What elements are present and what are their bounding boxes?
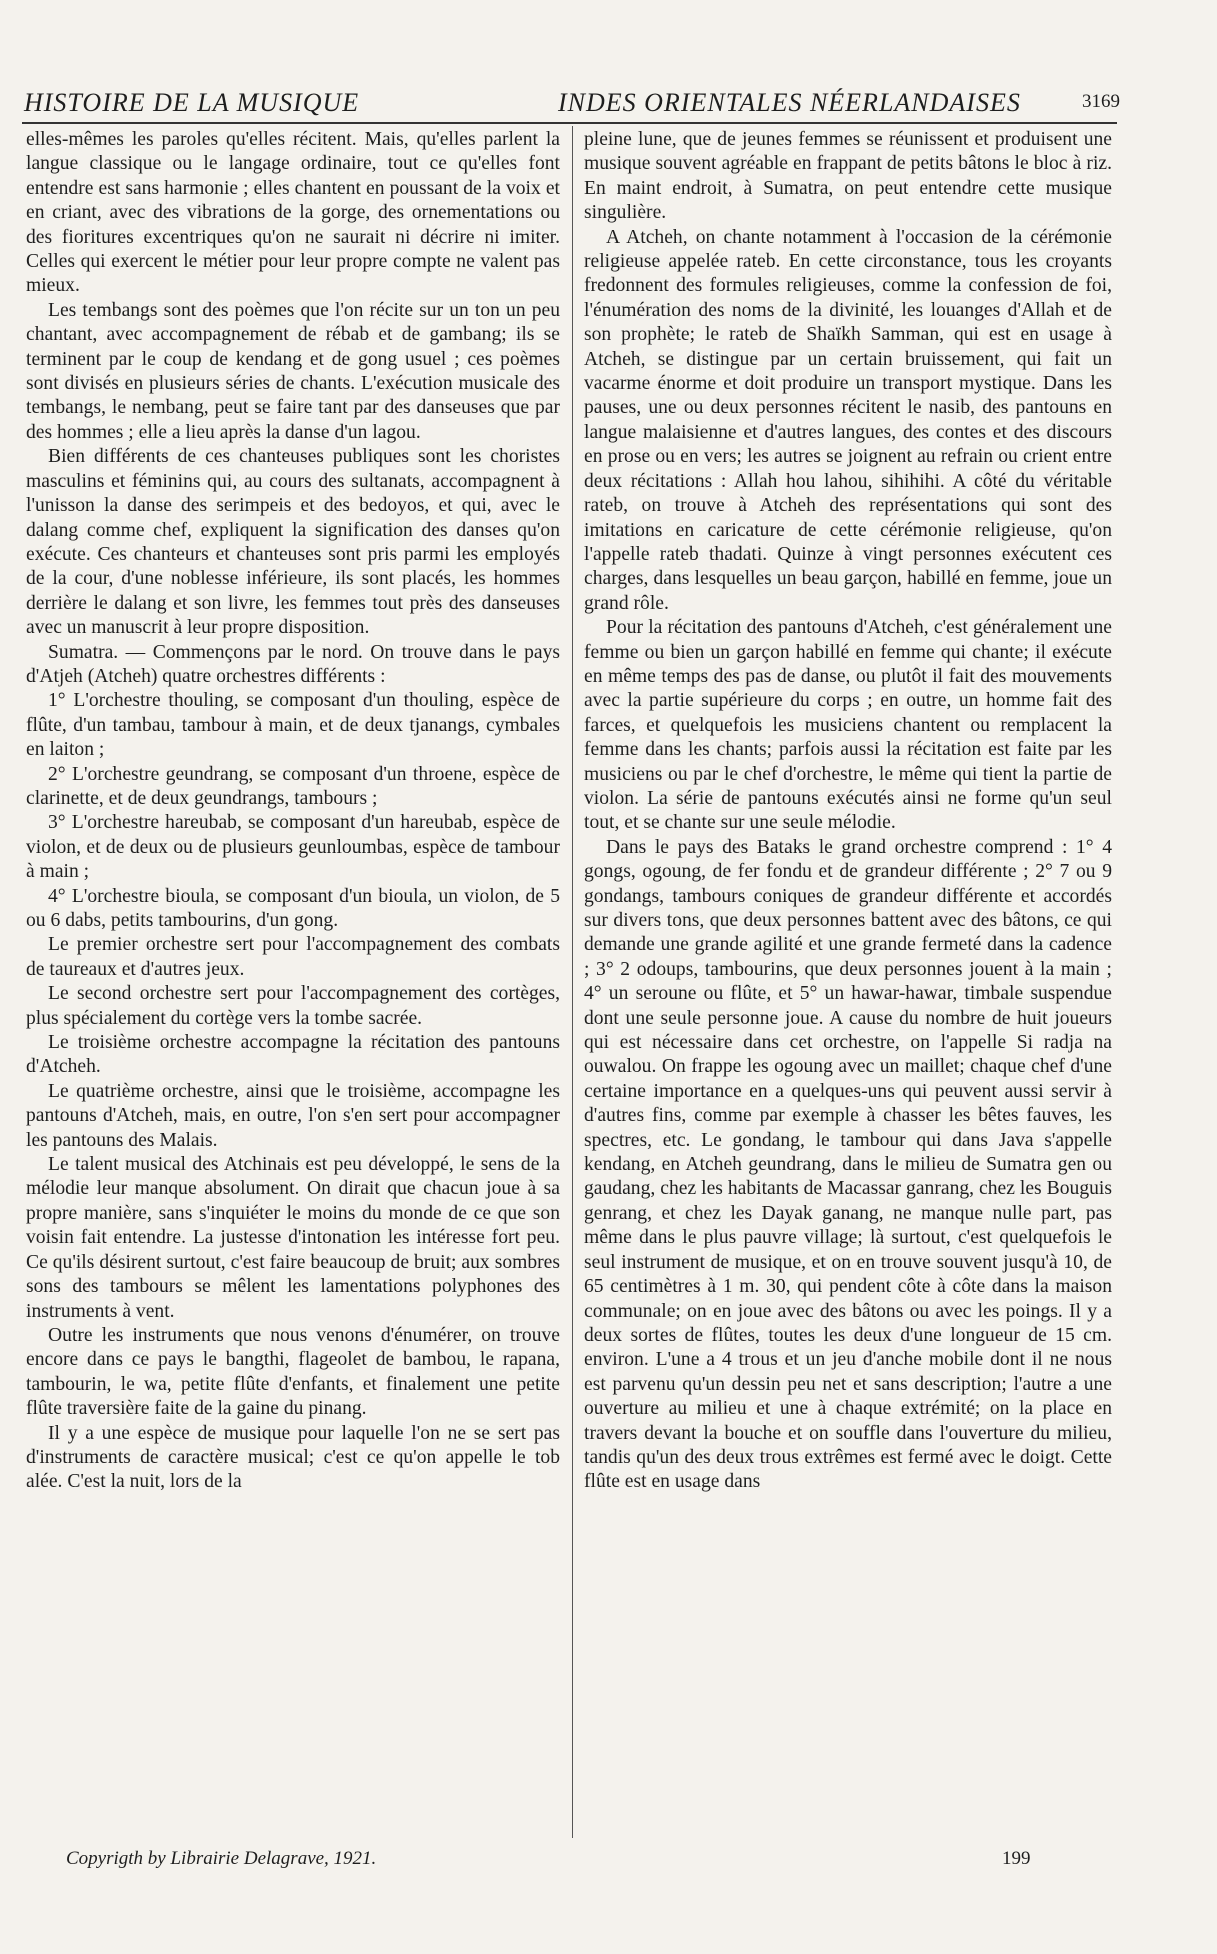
paragraph: Le troisième orchestre accompagne la récitation des pantouns d'Atcheh. bbox=[26, 1032, 560, 1078]
left-column bbox=[26, 128, 560, 1495]
header-left-title: HISTOIRE DE LA MUSIQUE bbox=[24, 88, 360, 117]
paragraph: 4° L'orchestre bioula, se composant d'un bioula, un violon, de 5 ou 6 dabs, petits tambourins, d'un gong. bbox=[26, 885, 560, 931]
paragraph: Sumatra. — Commençons par le nord. On trouve dans le pays d'Atjeh (Atcheh) quatre orchestres différents : bbox=[26, 641, 560, 687]
paragraph: Le premier orchestre sert pour l'accompagnement des combats de taureaux et d'autres jeux. bbox=[26, 934, 560, 980]
header-rule bbox=[22, 122, 1117, 124]
paragraph: 3° L'orchestre hareubab, se composant d'un hareubab, espèce de violon, et de deux ou de plusieurs geunloumbas, espèce de tambour à main ; bbox=[26, 812, 560, 883]
folio-number: 199 bbox=[1002, 1848, 1031, 1869]
right-column bbox=[584, 128, 1112, 1495]
copyright-line: Copyrigth by Librairie Delagrave, 1921. bbox=[66, 1848, 377, 1869]
paragraph: Le talent musical des Atchinais est peu développé, le sens de la mélodie leur manque absolument. On dirait que chacun joue à sa propre manière, sans s'inquiéter le moins du monde de ce que son voisin fait entendre. La justesse d'intonation les intéresse fort peu. Ce qu'ils désirent surtout, c'est faire beaucoup de bruit; aux sombres sons des tambours se mêlent les lamentations polyphones des instruments à vent. bbox=[26, 1154, 560, 1322]
paragraph: Outre les instruments que nous venons d'énumérer, on trouve encore dans ce pays le bangthi, flageolet de bambou, le rapana, tambourin, le wa, petite flûte d'enfants, et finalement une petite flûte traversière faite de la gaine du pinang. bbox=[26, 1324, 560, 1420]
running-header bbox=[24, 88, 1120, 118]
paragraph: Bien différents de ces chanteuses publiques sont les choristes masculins et féminins qui, au cours des sultanats, accompagnent à l'unisson la danse des serimpeis et des bedoyos, et qui, avec le dalang comme chef, expliquent la signification des danses qu'on exécute. Ces chanteurs et chanteuses sont pris parmi les employés de la cour, d'une noblesse inférieure, ils sont placés, les hommes derrière le dalang et son livre, les femmes tout près des danseuses avec un manuscrit à leur propre disposition. bbox=[26, 446, 560, 639]
paragraph: 1° L'orchestre thouling, se composant d'un thouling, espèce de flûte, d'un tambau, tambour à main, et de deux tjanangs, cymbales en laiton ; bbox=[26, 690, 560, 761]
paragraph: pleine lune, que de jeunes femmes se réunissent et produisent une musique souvent agréable en frappant de petits bâtons le bloc à riz. En maint endroit, à Sumatra, on peut entendre cette musique singulière. bbox=[584, 129, 1112, 224]
paragraph: Il y a une espèce de musique pour laquelle l'on ne se sert pas d'instruments de caractère musical; c'est ce qu'on appelle le tob alée. C'est la nuit, lors de la bbox=[26, 1422, 560, 1493]
paragraph: Dans le pays des Bataks le grand orchestre comprend : 1° 4 gongs, ogoung, de fer fondu et de grandeur différente ; 2° 7 ou 9 gondangs, tambours coniques de grandeur différente et accordés sur divers tons, que deux personnes battent avec des bâtons, ce qui demande une grande agilité et une grande fermeté dans la cadence ; 3° 2 odoups, tambourins, que deux personnes jouent à la main ; 4° un seroune ou flûte, et 5° un hawar-hawar, timbale suspendue dont une seule personne joue. A cause du nombre de huit joueurs qui est nécessaire dans cet orchestre, on l'appelle Si radja na ouwalou. On frappe les ogoung avec un maillet; chaque chef d'une certaine importance en a quelques-uns qui peuvent aussi servir à d'autres fins, comme par exemple à chasser les bêtes fauves, les spectres, etc. Le gondang, le tambour qui dans Java s'appelle kendang, en Atcheh geundrang, dans le milieu de Sumatra gen ou gaudang, chez les habitants de Macassar ganrang, chez les Bouguis genrang, et chez les Dayak ganang, ne manque nulle part, pas même dans le plus pauvre village; là surtout, c'est quelquefois le seul instrument de musique, et on en trouve souvent jusqu'à 10, de 65 centimètres à 1 m. 30, qui pendent côte à côte dans la maison communale; on en joue avec des bâtons ou avec les poings. Il y a deux sortes de flûtes, toutes les deux d'une longueur de 15 cm. environ. L'une a 4 trous et un jeu d'anche mobile dont il ne nous est parvenu qu'un dessin peu net et sans description; l'autre a une ouverture au milieu et une à chaque extrémité; on la place en travers devant la bouche et on souffle dans l'ouverture du milieu, tandis qu'un des deux trous extrêmes est fermé avec le doigt. Cette flûte est en usage dans bbox=[584, 836, 1112, 1493]
header-right-title: INDES ORIENTALES NÉERLANDAISES bbox=[558, 88, 1021, 117]
paragraph: Les tembangs sont des poèmes que l'on récite sur un ton un peu chantant, avec accompagnement de rébab et de gambang; ils se terminent par le coup de kendang et de gong usuel ; ces poèmes sont divisés en plusieurs séries de chants. L'exécution musicale des tembangs, le nembang, peut se faire tant par des danseuses que par des hommes ; elle a lieu après la danse d'un lagou. bbox=[26, 299, 560, 443]
paragraph: elles-mêmes les paroles qu'elles récitent. Mais, qu'elles parlent la langue classique ou le langage ordinaire, tout ce qu'elles font entendre est sans harmonie ; elles chantent en poussant de la voix et en criant, avec des vibrations de la gorge, des ornementations ou des fioritures excentriques qu'on ne saurait ni décrire ni imiter. Celles qui exercent le métier pour leur propre compte ne valent pas mieux. bbox=[26, 129, 560, 297]
paragraph: A Atcheh, on chante notamment à l'occasion de la cérémonie religieuse appelée rateb. En cette circonstance, tous les croyants fredonnent des formules religieuses, comme la confession de foi, l'énumération des noms de la divinité, les louanges d'Allah et de son prophète; le rateb de Shaïkh Samman, qui est en usage à Atcheh, se distingue par un certain bruissement, qui fait un vacarme énorme et doit produire un transport mystique. Dans les pauses, une ou deux personnes récitent le nasib, des pantouns en langue malaisienne et d'autres langues, des contes et des discours en prose ou en vers; les autres se joignent au refrain ou crient entre deux récitations : Allah hou lahou, sihihihi. A côté du véritable rateb, on trouve à Atcheh des représentations qui sont des imitations en caricature de cette cérémonie religieuse, qu'on l'appelle rateb thadati. Quinze à vingt personnes exécutent ces charges, dans lesquelles un beau garçon, habillé en femme, joue un grand rôle. bbox=[584, 226, 1112, 614]
column-rule bbox=[572, 126, 573, 1838]
paragraph: 2° L'orchestre geundrang, se composant d'un throene, espèce de clarinette, et de deux geundrangs, tambours ; bbox=[26, 763, 560, 809]
paragraph: Le second orchestre sert pour l'accompagnement des cortèges, plus spécialement du cortège vers la tombe sacrée. bbox=[26, 983, 560, 1029]
paragraph: Le quatrième orchestre, ainsi que le troisième, accompagne les pantouns d'Atcheh, mais, en outre, l'on s'en sert pour accompagner les pantouns des Malais. bbox=[26, 1080, 560, 1151]
paragraph: Pour la récitation des pantouns d'Atcheh, c'est généralement une femme ou bien un garçon habillé en femme qui chante; il exécute en même temps des pas de danse, ou plutôt il fait des mouvements avec la partie supérieure du corps ; en outre, un homme fait des farces, et quelquefois les musiciens chantent ou remplacent la femme dans les chants; parfois aussi la récitation est faite par les musiciens ou par le chef d'orchestre, le même qui tient la partie de violon. La série de pantouns exécutés ainsi ne forme qu'un seul tout, et se chante sur une seule mélodie. bbox=[584, 617, 1112, 834]
page-number: 3169 bbox=[1082, 91, 1120, 112]
